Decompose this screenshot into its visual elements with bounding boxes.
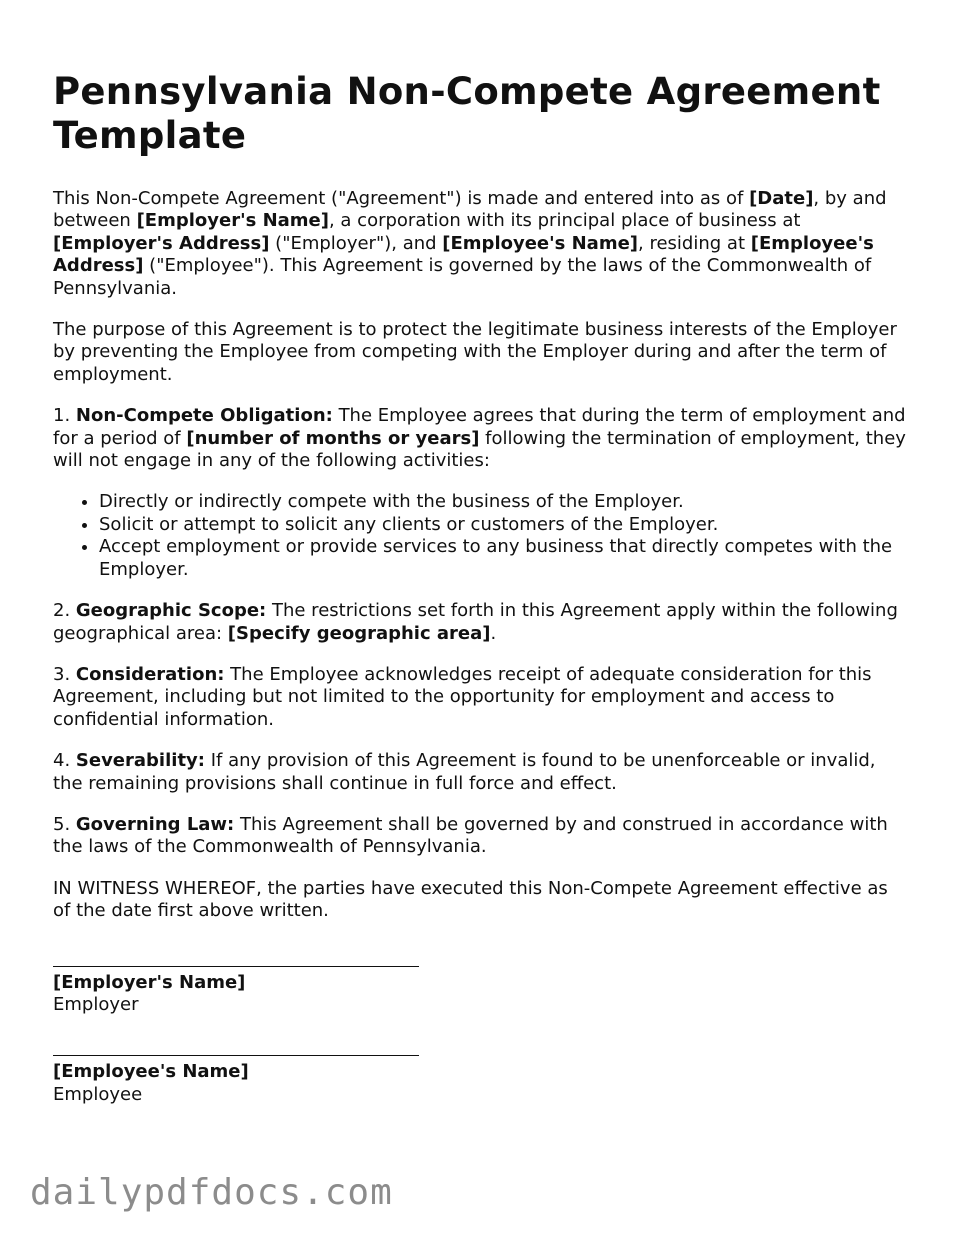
section-governing-law	[53, 814, 909, 859]
section-heading: Geographic Scope:	[75, 600, 267, 622]
intro-text: This Non-Compete Agreement ("Agreement") is made and entered into as of	[53, 188, 750, 209]
intro-text: ("Employee"). This Agreement is governed by the laws of the Commonwealth of Pennsylvania.	[53, 255, 872, 299]
section-non-compete	[53, 405, 909, 472]
document-page	[53, 70, 909, 1106]
signature-role: Employee	[53, 1083, 143, 1105]
intro-text: , by and between	[53, 188, 887, 232]
section-consideration	[53, 664, 909, 731]
section-text: The Employee acknowledges receipt of adequate consideration for this Agreement, including but not limited to the opportunity for employment and access to confidential information.	[53, 663, 872, 730]
section-geographic-scope	[53, 600, 909, 645]
activities-list	[53, 491, 909, 581]
employee-name-placeholder: [Employee's Name]	[442, 232, 639, 254]
section-text: .	[490, 622, 497, 644]
signature-line[interactable]	[53, 1055, 419, 1056]
intro-paragraph	[53, 188, 909, 300]
section-heading: Consideration:	[75, 663, 225, 685]
signature-name: [Employer's Name]	[53, 971, 246, 993]
witness-paragraph: IN WITNESS WHEREOF, the parties have executed this Non-Compete Agreement effective as of the date first above written.	[53, 877, 888, 922]
section-severability	[53, 750, 909, 795]
duration-placeholder: [number of months or years]	[186, 427, 480, 449]
signature-line[interactable]	[53, 966, 419, 967]
section-text: The Employee agrees that during the term of employment and for a period of	[53, 405, 906, 449]
section-number: 1.	[53, 405, 76, 427]
section-text: The restrictions set forth in this Agreement apply within the following geographical area:	[53, 600, 898, 644]
list-item: • Solicit or attempt to solicit any clients or customers of the Employer.	[99, 514, 909, 536]
section-number: 4.	[53, 750, 76, 772]
intro-text: ("Employer"), and	[269, 232, 443, 254]
section-number: 5.	[53, 813, 76, 835]
section-text: following the termination of employment, they will not engage in any of the following activities:	[53, 427, 906, 472]
employee-address-placeholder: [Employee's Address]	[53, 232, 874, 277]
purpose-paragraph: The purpose of this Agreement is to protect the legitimate business interests of the Employer by preventing the Employee from competing with the Employer during and after the term of employment.	[53, 319, 897, 385]
employer-signature-block	[53, 966, 909, 1017]
section-text: If any provision of this Agreement is found to be unenforceable or invalid, the remaining provisions shall continue in full force and effect.	[53, 750, 876, 794]
section-text: This Agreement shall be governed by and construed in accordance with the laws of the Commonwealth of Pennsylvania.	[53, 813, 888, 858]
date-placeholder: [Date]	[749, 188, 814, 209]
geographic-area-placeholder: [Specify geographic area]	[227, 622, 491, 644]
intro-text: , residing at	[638, 232, 751, 254]
list-item: • Accept employment or provide services to any business that directly competes with the Employer.	[99, 536, 909, 581]
section-number: 3.	[53, 663, 76, 685]
watermark: dailypdfdocs.com	[30, 1172, 393, 1213]
employer-name-placeholder: [Employer's Name]	[136, 210, 329, 232]
document-title: Pennsylvania Non-Compete Agreement Template	[53, 70, 881, 157]
employer-address-placeholder: [Employer's Address]	[53, 232, 270, 254]
signature-name: [Employee's Name]	[53, 1061, 249, 1083]
signature-role: Employer	[53, 993, 139, 1015]
section-heading: Non-Compete Obligation:	[75, 405, 333, 427]
list-item: • Directly or indirectly compete with the business of the Employer.	[99, 491, 909, 513]
section-heading: Governing Law:	[75, 813, 235, 835]
employee-signature-block	[53, 1055, 909, 1106]
intro-text: , a corporation with its principal place of business at	[328, 210, 801, 232]
section-number: 2.	[53, 600, 76, 622]
section-heading: Severability:	[75, 750, 205, 772]
